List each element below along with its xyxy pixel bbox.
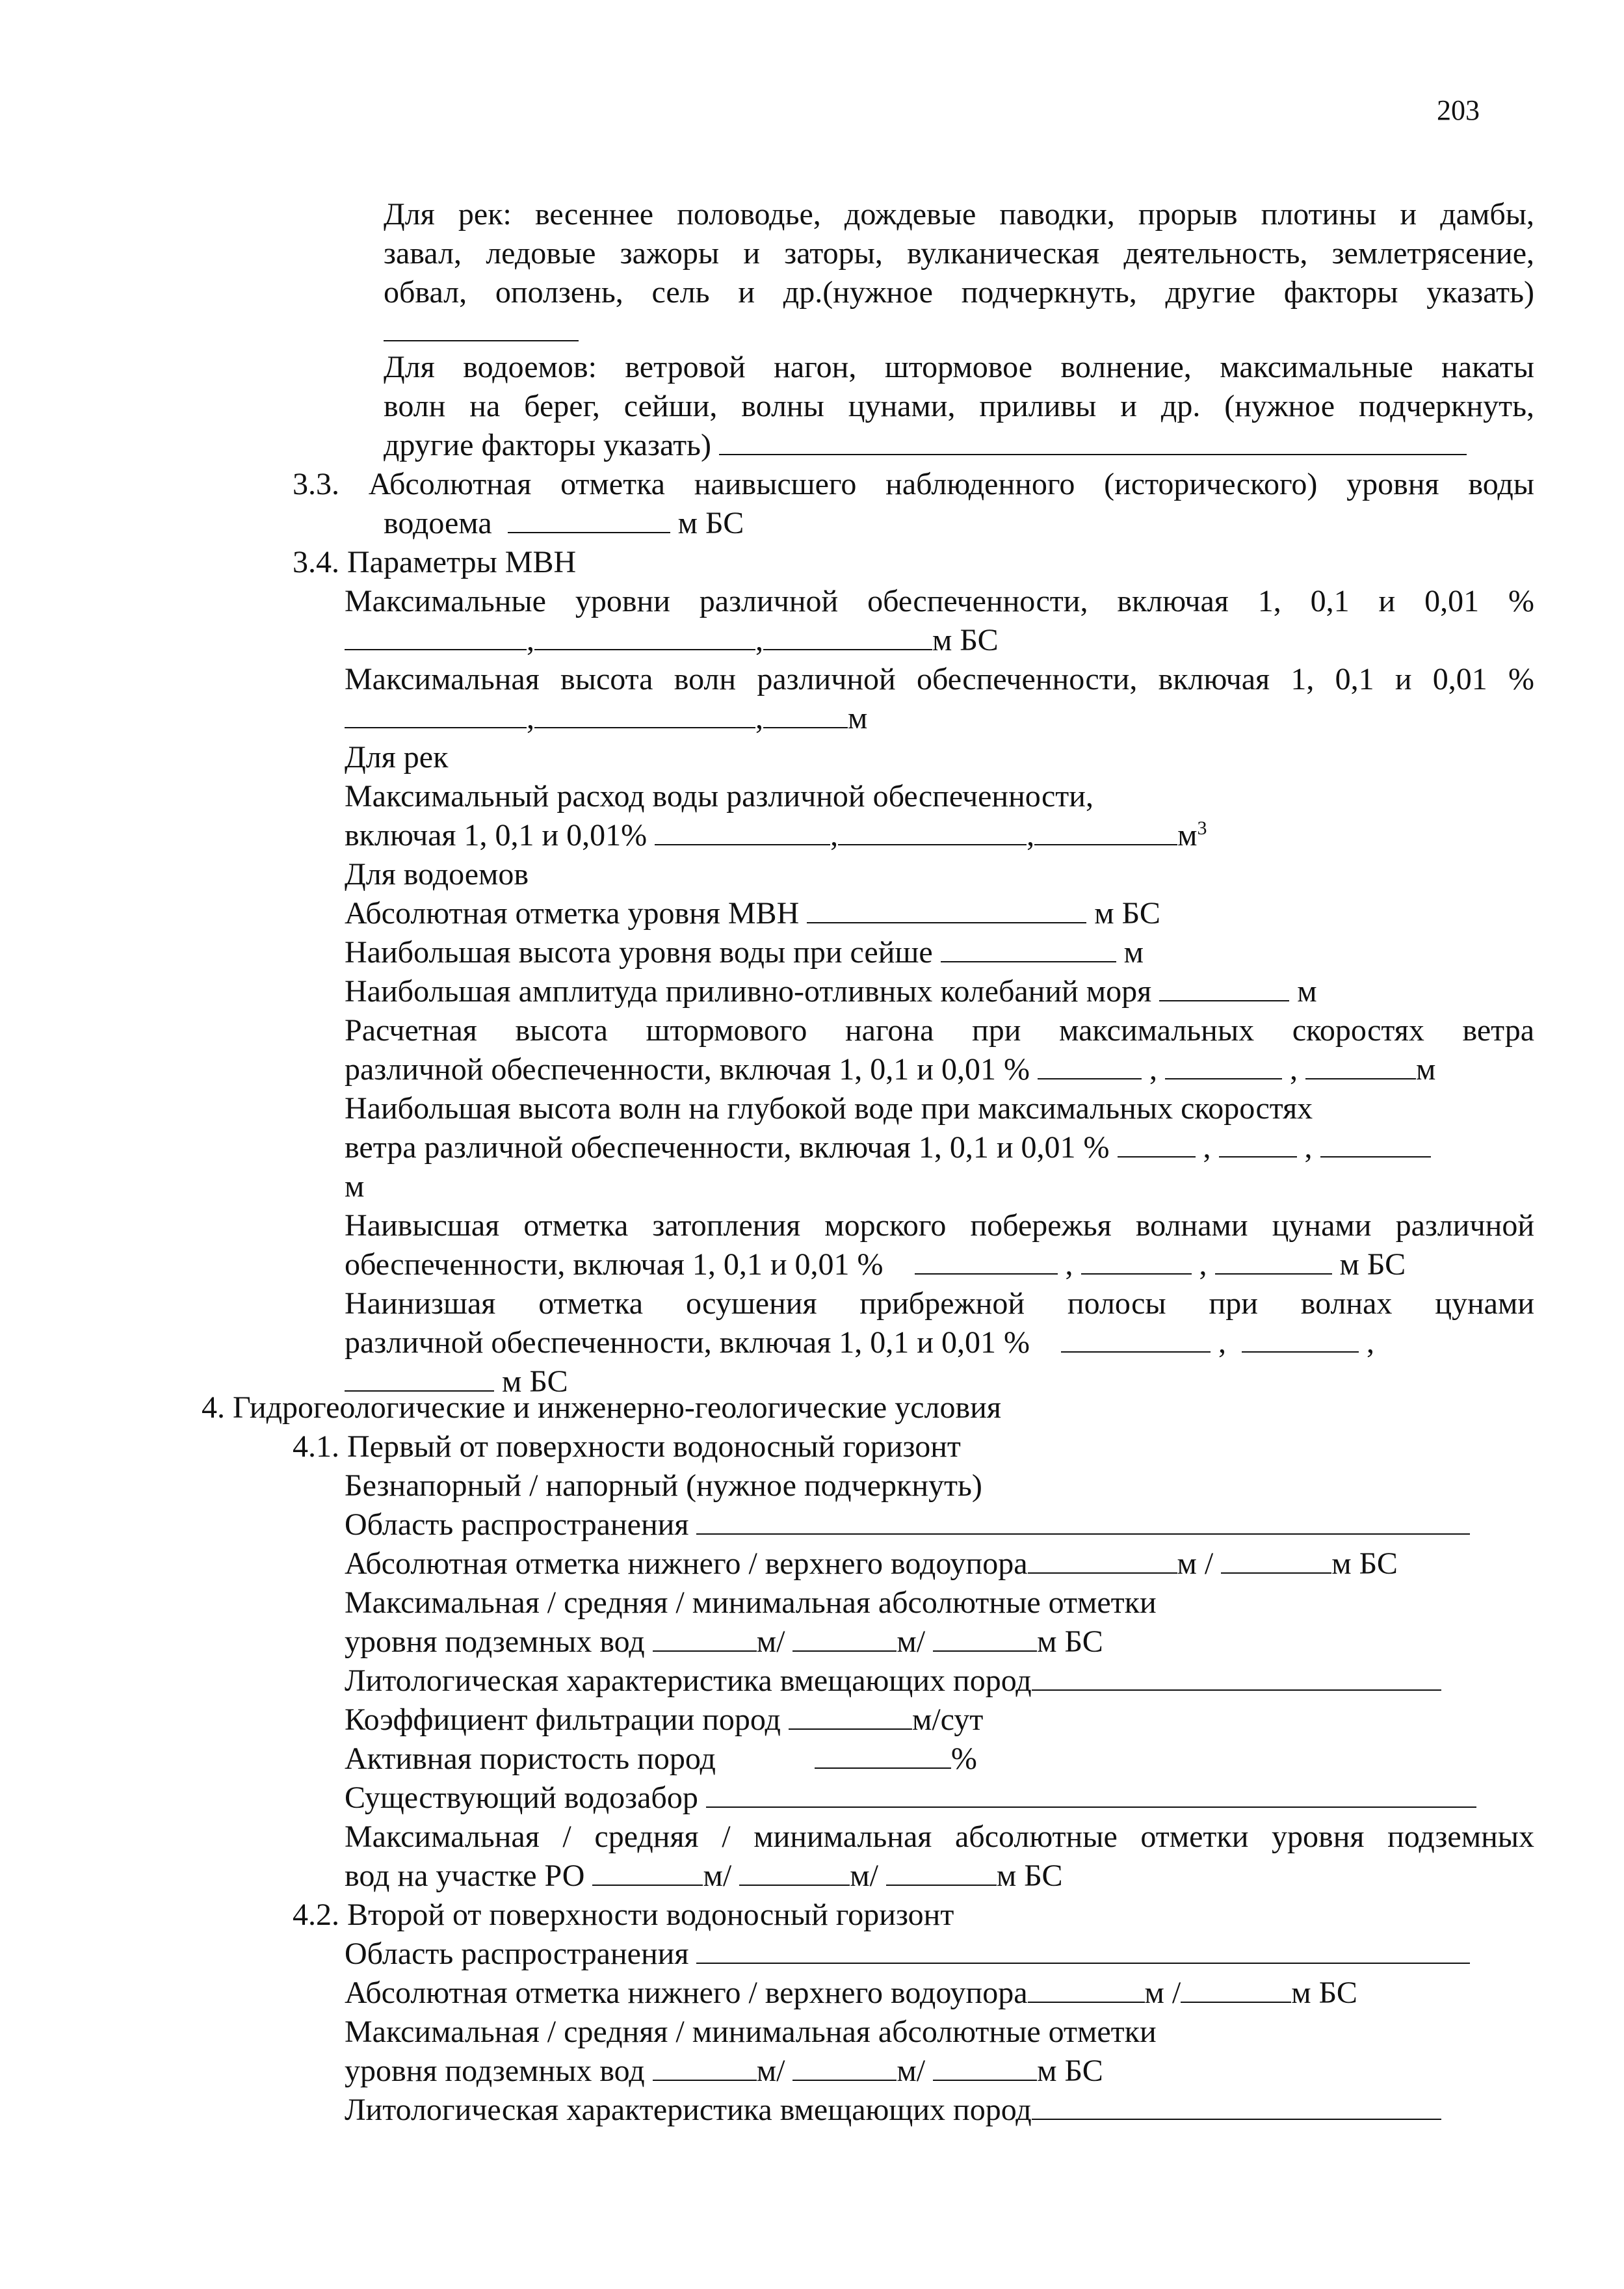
- aquiclude2-sep: м /: [1144, 1976, 1181, 2010]
- surge-label-2: различной обеспеченности, включая 1, 0,1 и 0,01 %: [345, 1052, 1030, 1087]
- abs-mark-field[interactable]: [807, 896, 1086, 923]
- seiche-field[interactable]: [941, 935, 1116, 962]
- gw2-levels-label-2: уровня подземных вод: [345, 2054, 645, 2088]
- intake-label: Существующий водозабор: [345, 1780, 698, 1815]
- for-rivers-heading: Для рек: [345, 740, 449, 774]
- ro-levels-label-2: вод на участке РО: [345, 1859, 585, 1893]
- seiche-label: Наибольшая высота уровня воды при сейше: [345, 935, 933, 970]
- s33-unit: м БС: [677, 506, 744, 540]
- deep-1-field[interactable]: [1118, 1130, 1196, 1158]
- drain-label-1: Наинизшая отметка осушения прибрежной полосы при волнах цунами: [345, 1286, 1534, 1321]
- max-flow-label: Максимальный расход воды различной обеспеченности,: [345, 779, 1094, 814]
- rivers-factors: [384, 195, 1534, 351]
- rivers-line-1: Для рек: весеннее половодье, дождевые паводки, прорыв плотины и дамбы,: [384, 197, 1534, 232]
- ro-unit: м БС: [996, 1859, 1063, 1893]
- ro-sep-1: м/: [703, 1859, 732, 1893]
- max-flow-incl: включая 1, 0,1 и 0,01%: [345, 818, 648, 853]
- deep-unit: м: [345, 1169, 365, 1204]
- tide-unit: м: [1297, 974, 1317, 1009]
- deep-label-1: Наибольшая высота волн на глубокой воде при максимальных скоростях: [345, 1091, 1313, 1126]
- max-level-1-field[interactable]: [345, 623, 527, 650]
- drain-01-field[interactable]: [1242, 1325, 1359, 1353]
- deep-001-field[interactable]: [1320, 1130, 1431, 1158]
- section-4-2: [345, 1935, 1534, 2130]
- drain-001-field[interactable]: [345, 1364, 494, 1392]
- max-level-001-field[interactable]: [763, 623, 932, 650]
- porosity-field[interactable]: [815, 1741, 951, 1769]
- gw2-unit: м БС: [1037, 2054, 1103, 2088]
- aquiclude-lower-field[interactable]: [1028, 1546, 1177, 1574]
- tsunami-label-1: Наивысшая отметка затопления морского побережья волнами цунами различной: [345, 1208, 1534, 1243]
- filtration-label: Коэффициент фильтрации пород: [345, 1702, 781, 1737]
- tsunami-1-field[interactable]: [915, 1247, 1058, 1275]
- gw-unit: м БС: [1037, 1624, 1103, 1659]
- drain-unit: м БС: [502, 1364, 568, 1399]
- section-3-4-title: 3.4. Параметры МВН: [293, 545, 577, 579]
- section-3-3: [293, 465, 1534, 543]
- section-3-4: Максимальные уровни различной обеспеченности, включая 1, 0,1 и 0,01 % , , м БС Максимальная высота волн различной обеспеченности, включая 1, 0,1 и 0,01 % , , м Для рек Максимальный расход воды различной обеспеченности, включая 1, 0,1 и 0,01% , , $м^3$ Для водоемов Абсолютная отметка уровня МВН м БС Наибольшая высота уровня воды при сейше м Наибольшая амплитуда приливно-отливных колебаний моря м Расчетная высота штормового нагона при максимальных скоростях ветра различной обеспеченности, включая 1, 0,1 и 0,01 % , , м Наибольшая высота волн на глубокой воде при максимальных скоростях ветра различной обеспеченности, включая 1, 0,1 и 0,01 % , , м Наивысшая отметка затопления морского побережья волнами цунами различной обеспеченности, включая 1, 0,1 и 0,01 % , , м БС Наинизшая отметка осушения прибрежной полосы при волнах цунами различной обеспеченности, включая 1, 0,1 и 0,01 % , , м БС: [345, 582, 1534, 1401]
- drain-1-field[interactable]: [1061, 1325, 1211, 1353]
- ro-max-field[interactable]: [592, 1859, 703, 1886]
- gw-levels-label-1: Максимальная / средняя / минимальная абсолютные отметки: [345, 1585, 1157, 1620]
- page-number: 203: [1437, 94, 1480, 126]
- surge-unit: м: [1415, 1052, 1436, 1087]
- surge-1-field[interactable]: [1038, 1052, 1142, 1079]
- litho-field[interactable]: [1032, 1663, 1441, 1691]
- gw2-max-field[interactable]: [653, 2054, 757, 2081]
- aquiclude-unit: м БС: [1331, 1546, 1398, 1581]
- surge-001-field[interactable]: [1305, 1052, 1416, 1079]
- filtration-field[interactable]: [789, 1702, 912, 1730]
- gw-levels-label-2: уровня подземных вод: [345, 1624, 645, 1659]
- gw2-sep-1: м/: [756, 2054, 785, 2088]
- aquiclude-upper-field[interactable]: [1221, 1546, 1331, 1574]
- max-flow-01-field[interactable]: [838, 818, 1027, 845]
- tsunami-unit: м БС: [1339, 1247, 1406, 1282]
- gw-mid-field[interactable]: [792, 1624, 897, 1652]
- aquiclude2-label: Абсолютная отметка нижнего / верхнего водоупора: [345, 1976, 1028, 2010]
- intake-field[interactable]: [706, 1780, 1476, 1808]
- area-field[interactable]: [696, 1507, 1470, 1535]
- s33-value-field[interactable]: [508, 506, 670, 533]
- gw-sep-2: м/: [897, 1624, 926, 1659]
- porosity-unit: %: [950, 1741, 977, 1776]
- gw-sep-1: м/: [756, 1624, 785, 1659]
- s33-line-1: 3.3. Абсолютная отметка наивысшего наблюденного (исторического) уровня воды: [293, 467, 1534, 501]
- reservoirs-other-field[interactable]: [719, 428, 1467, 455]
- section-4-1-title: 4.1. Первый от поверхности водоносный горизонт: [293, 1429, 961, 1464]
- area2-label: Область распространения: [345, 1937, 689, 1971]
- tide-label: Наибольшая амплитуда приливно-отливных колебаний моря: [345, 974, 1152, 1009]
- aquiclude-label: Абсолютная отметка нижнего / верхнего водоупора: [345, 1546, 1028, 1581]
- gw2-sep-2: м/: [897, 2054, 926, 2088]
- rivers-other-field[interactable]: [384, 314, 579, 341]
- pressure-label: Безнапорный / напорный (нужное подчеркнуть): [345, 1468, 982, 1503]
- section-4-2-title: 4.2. Второй от поверхности водоносный горизонт: [293, 1898, 954, 1932]
- max-levels-unit: м БС: [932, 623, 999, 657]
- tsunami-01-field[interactable]: [1081, 1247, 1192, 1275]
- litho2-label: Литологическая характеристика вмещающих пород: [345, 2093, 1032, 2127]
- reservoirs-line-2: волн на берег, сейши, волны цунами, приливы и др. (нужное подчеркнуть,: [384, 389, 1534, 423]
- max-wave-001-field[interactable]: [763, 701, 848, 728]
- seiche-unit: м: [1123, 935, 1144, 970]
- tsunami-001-field[interactable]: [1215, 1247, 1332, 1275]
- section-4-1: [345, 1466, 1534, 1896]
- gw2-mid-field[interactable]: [792, 2054, 897, 2081]
- reservoirs-line-3: другие факторы указать): [384, 428, 711, 462]
- s33-line-2: водоема: [384, 506, 492, 540]
- section-4-title: 4. Гидрогеологические и инженерно-геологические условия: [202, 1390, 1001, 1425]
- ro-levels-label-1: Максимальная / средняя / минимальная абсолютные отметки уровня подземных: [345, 1819, 1534, 1854]
- tide-field[interactable]: [1159, 974, 1289, 1001]
- gw2-levels-label-1: Максимальная / средняя / минимальная абсолютные отметки: [345, 2015, 1157, 2049]
- litho2-field[interactable]: [1032, 2093, 1441, 2120]
- rivers-line-3: обвал, оползень, сель и др.(нужное подчеркнуть, другие факторы указать): [384, 275, 1534, 310]
- max-wave-label: Максимальная высота волн различной обеспеченности, включая 1, 0,1 и 0,01 %: [345, 662, 1534, 696]
- max-flow-001-field[interactable]: [1034, 818, 1177, 845]
- deep-label-2: ветра различной обеспеченности, включая 1, 0,1 и 0,01 %: [345, 1130, 1110, 1165]
- for-reservoirs-heading: Для водоемов: [345, 857, 529, 892]
- aquiclude2-upper-field[interactable]: [1181, 1976, 1291, 2003]
- max-wave-01-field[interactable]: [534, 701, 755, 728]
- aquiclude-sep: м /: [1177, 1546, 1214, 1581]
- porosity-label: Активная пористость пород: [345, 1741, 716, 1776]
- surge-01-field[interactable]: [1165, 1052, 1282, 1079]
- max-wave-unit: м: [848, 701, 868, 735]
- reservoirs-factors: [384, 348, 1534, 465]
- gw2-min-field[interactable]: [933, 2054, 1037, 2081]
- area-label: Область распространения: [345, 1507, 689, 1542]
- abs-mark-unit: м БС: [1094, 896, 1160, 931]
- reservoirs-line-1: Для водоемов: ветровой нагон, штормовое волнение, максимальные накаты: [384, 350, 1534, 384]
- max-wave-1-field[interactable]: [345, 701, 527, 728]
- ro-sep-2: м/: [850, 1859, 878, 1893]
- gw-min-field[interactable]: [933, 1624, 1037, 1652]
- abs-mark-label: Абсолютная отметка уровня МВН: [345, 896, 800, 931]
- gw-max-field[interactable]: [653, 1624, 757, 1652]
- litho-label: Литологическая характеристика вмещающих пород: [345, 1663, 1032, 1698]
- max-level-01-field[interactable]: [534, 623, 755, 650]
- max-flow-unit-sup: 3: [1197, 817, 1207, 839]
- aquiclude2-unit: м БС: [1291, 1976, 1357, 2010]
- ro-min-field[interactable]: [886, 1859, 997, 1886]
- max-flow-1-field[interactable]: [655, 818, 830, 845]
- max-flow-unit: м: [1177, 818, 1198, 853]
- max-levels-label: Максимальные уровни различной обеспеченности, включая 1, 0,1 и 0,01 %: [345, 584, 1534, 618]
- area2-field[interactable]: [696, 1937, 1470, 1964]
- tsunami-label-2: обеспеченности, включая 1, 0,1 и 0,01 %: [345, 1247, 884, 1282]
- drain-label-2: различной обеспеченности, включая 1, 0,1 и 0,01 %: [345, 1325, 1030, 1360]
- rivers-line-2: завал, ледовые зажоры и заторы, вулканическая деятельность, землетрясение,: [384, 236, 1534, 271]
- aquiclude2-lower-field[interactable]: [1028, 1976, 1145, 2003]
- filtration-unit: м/сут: [911, 1702, 984, 1737]
- deep-01-field[interactable]: [1219, 1130, 1297, 1158]
- surge-label-1: Расчетная высота штормового нагона при максимальных скоростях ветра: [345, 1013, 1534, 1048]
- ro-mid-field[interactable]: [739, 1859, 850, 1886]
